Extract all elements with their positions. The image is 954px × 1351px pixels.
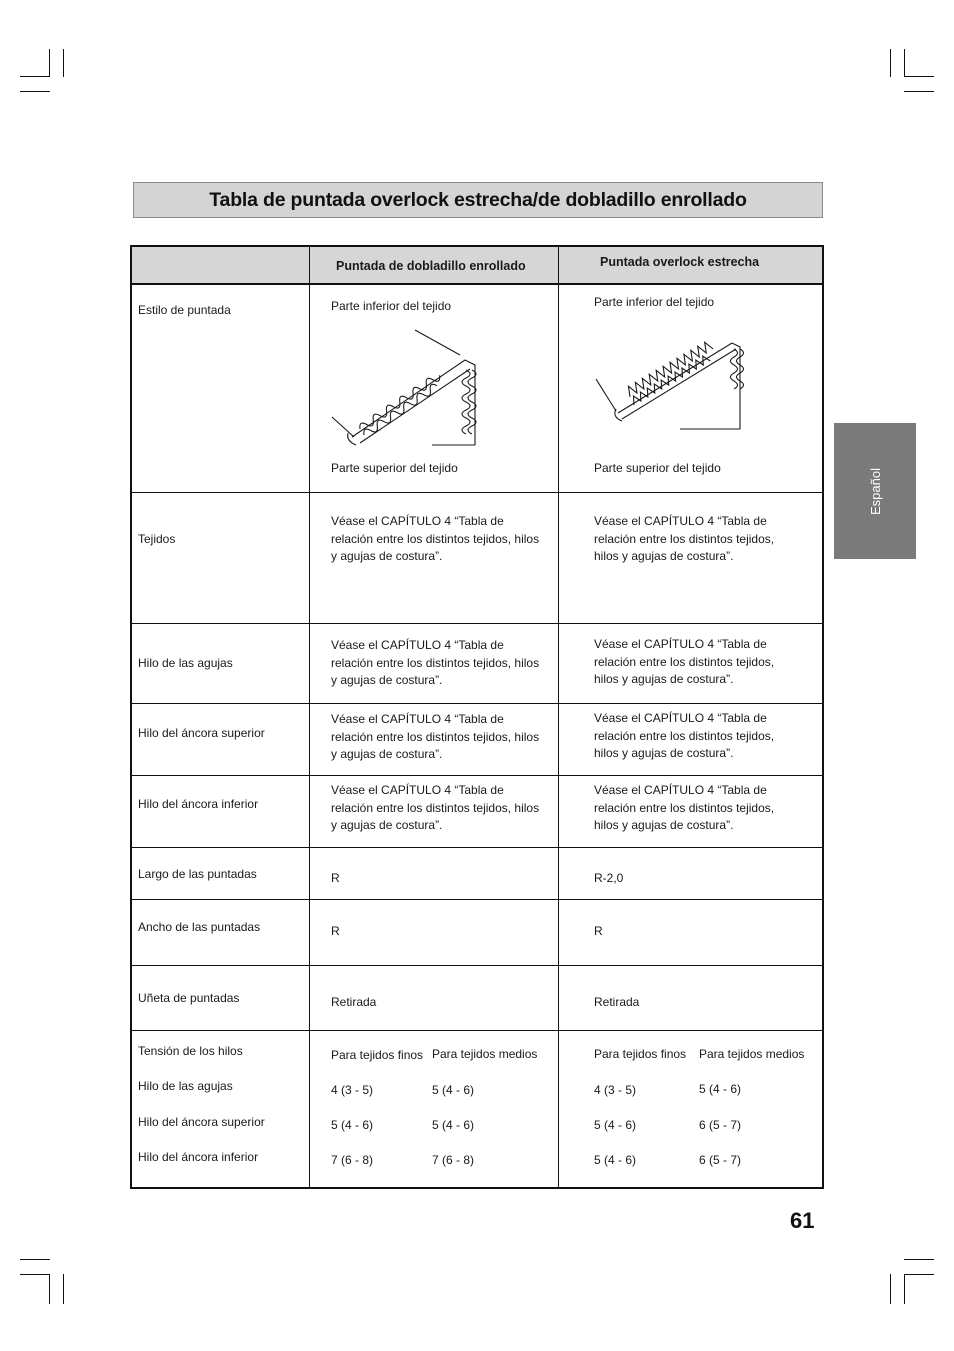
table-border (130, 245, 132, 1189)
column-divider (558, 245, 559, 1189)
tension-label-lower-looper: Hilo del áncora inferior (138, 1150, 259, 1164)
overlock-medium-needle: 5 (4 - 6) (699, 1082, 742, 1096)
rolled-needle-thread-text: Véase el CAPÍTULO 4 “Tabla de relación entre los distintos tejidos, hilos y agujas de costura”. (331, 638, 540, 687)
crop-mark (904, 49, 905, 77)
title-bar (133, 182, 823, 218)
header-narrow-overlock: Puntada overlock estrecha (600, 255, 760, 269)
row-divider (130, 775, 824, 776)
table-border (130, 245, 824, 247)
crop-mark (904, 91, 934, 92)
row-divider (130, 283, 824, 285)
overlock-stitch-length: R-2,0 (594, 871, 624, 885)
crop-mark (904, 1274, 934, 1275)
rolled-fine-lower: 7 (6 - 8) (331, 1153, 374, 1167)
row-label-stitch-style: Estilo de puntada (138, 303, 231, 317)
rolled-upper-looper-text: Véase el CAPÍTULO 4 “Tabla de relación entre los distintos tejidos, hilos y agujas de costura”. (331, 712, 540, 761)
overlock-fabrics-text: Véase el CAPÍTULO 4 “Tabla de relación entre los distintos tejidos, hilos y agujas de costura”. (594, 514, 775, 563)
overlock-fine-header: Para tejidos finos (594, 1047, 687, 1061)
overlock-fabric-top-label: Parte superior del tejido (594, 461, 721, 475)
table-border (822, 245, 824, 1189)
row-label-needle-thread: Hilo de las agujas (138, 656, 233, 670)
rolled-stitch-length: R (331, 871, 340, 885)
crop-mark (49, 1274, 50, 1304)
rolled-medium-needle: 5 (4 - 6) (432, 1083, 475, 1097)
overlock-medium-lower: 6 (5 - 7) (699, 1153, 742, 1167)
overlock-stitch-width: R (594, 924, 603, 938)
rolled-stitch-finger: Retirada (331, 995, 377, 1009)
header-rolled-hem: Puntada de dobladillo enrollado (336, 259, 526, 273)
crop-mark (20, 91, 50, 92)
overlock-upper-looper-text: Véase el CAPÍTULO 4 “Tabla de relación entre los distintos tejidos, hilos y agujas de costura”. (594, 711, 775, 760)
rolled-stitch-width: R (331, 924, 340, 938)
rolled-medium-lower: 7 (6 - 8) (432, 1153, 475, 1167)
overlock-fine-lower: 5 (4 - 6) (594, 1153, 637, 1167)
rolled-fabric-bottom-label: Parte inferior del tejido (331, 299, 452, 313)
row-divider (130, 899, 824, 900)
rolled-hem-stitch-illustration (320, 325, 490, 450)
row-label-thread-tension: Tensión de los hilos (138, 1044, 243, 1058)
row-divider (130, 965, 824, 966)
crop-mark (20, 1259, 50, 1260)
row-label-stitch-width: Ancho de las puntadas (138, 920, 261, 934)
overlock-needle-thread-text: Véase el CAPÍTULO 4 “Tabla de relación entre los distintos tejidos, hilos y agujas de costura”. (594, 637, 775, 686)
crop-mark (20, 1274, 50, 1275)
row-label-lower-looper: Hilo del áncora inferior (138, 797, 259, 811)
tension-label-needle: Hilo de las agujas (138, 1079, 233, 1093)
overlock-fine-needle: 4 (3 - 5) (594, 1083, 637, 1097)
page-number: 61 (790, 1208, 815, 1233)
overlock-fabric-bottom-label: Parte inferior del tejido (594, 295, 715, 309)
language-tab (834, 423, 916, 559)
row-label-stitch-length: Largo de las puntadas (138, 867, 257, 881)
overlock-fine-upper: 5 (4 - 6) (594, 1118, 637, 1132)
row-label-fabrics: Tejidos (138, 532, 176, 546)
row-divider (130, 623, 824, 624)
rolled-fabric-top-label: Parte superior del tejido (331, 461, 458, 475)
overlock-medium-upper: 6 (5 - 7) (699, 1118, 742, 1132)
crop-mark (904, 1274, 905, 1304)
rolled-fine-needle: 4 (3 - 5) (331, 1083, 374, 1097)
rolled-fine-upper: 5 (4 - 6) (331, 1118, 374, 1132)
crop-mark (890, 1274, 891, 1304)
row-label-stitch-finger: Uñeta de puntadas (138, 991, 240, 1005)
crop-mark (904, 76, 934, 77)
table-border (130, 1187, 824, 1189)
crop-mark (49, 49, 50, 77)
page-title: Tabla de puntada overlock estrecha/de dobladillo enrollado (209, 188, 747, 211)
rolled-fabrics-text: Véase el CAPÍTULO 4 “Tabla de relación entre los distintos tejidos, hilos y agujas de costura”. (331, 514, 540, 563)
narrow-overlock-stitch-illustration (592, 325, 752, 435)
rolled-fine-header: Para tejidos finos (331, 1048, 424, 1062)
rolled-medium-header: Para tejidos medios (432, 1047, 538, 1061)
crop-mark (890, 49, 891, 77)
crop-mark (63, 49, 64, 77)
tension-label-upper-looper: Hilo del áncora superior (138, 1115, 265, 1129)
crop-mark (904, 1259, 934, 1260)
column-divider (309, 245, 310, 1189)
crop-mark (20, 76, 50, 77)
overlock-stitch-finger: Retirada (594, 995, 640, 1009)
overlock-medium-header: Para tejidos medios (699, 1047, 805, 1061)
crop-mark (63, 1274, 64, 1304)
rolled-medium-upper: 5 (4 - 6) (432, 1118, 475, 1132)
language-tab-label: Español (867, 467, 883, 515)
row-label-upper-looper: Hilo del áncora superior (138, 726, 265, 740)
row-divider (130, 847, 824, 848)
overlock-lower-looper-text: Véase el CAPÍTULO 4 “Tabla de relación entre los distintos tejidos, hilos y agujas de costura”. (594, 783, 775, 832)
row-divider (130, 492, 824, 493)
rolled-lower-looper-text: Véase el CAPÍTULO 4 “Tabla de relación entre los distintos tejidos, hilos y agujas de costura”. (331, 783, 540, 832)
row-divider (130, 703, 824, 704)
row-divider (130, 1030, 824, 1031)
